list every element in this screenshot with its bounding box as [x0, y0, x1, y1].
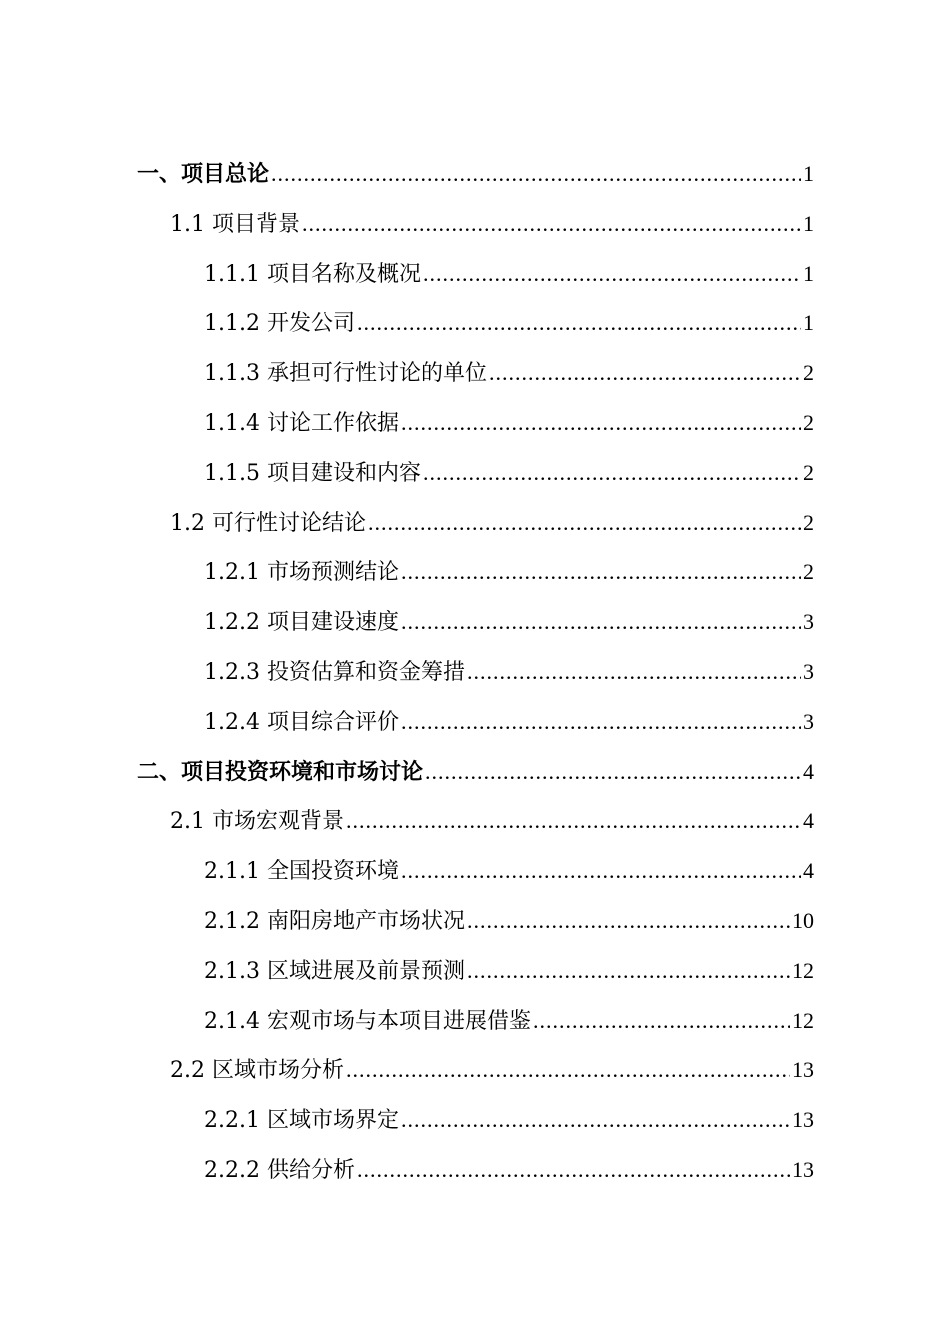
toc-leader-dots — [425, 747, 801, 797]
toc-entry-page: 2 — [803, 360, 814, 386]
toc-leader-dots — [346, 1045, 790, 1095]
toc-entry-page: 2 — [803, 559, 814, 585]
toc-leader-dots — [467, 946, 790, 996]
toc-entry-page: 1 — [803, 161, 814, 186]
toc-entry-title: 1.2 可行性讨论结论 — [170, 510, 366, 536]
toc-leader-dots — [401, 398, 801, 448]
toc-entry-page: 12 — [792, 1007, 814, 1033]
toc-entry[interactable] — [0, 946, 950, 996]
toc-entry-title: 2.2.2 供给分析 — [204, 1157, 355, 1183]
toc-entry[interactable] — [0, 448, 950, 498]
toc-entry[interactable] — [0, 498, 950, 548]
toc-entry-page: 3 — [803, 658, 814, 684]
toc-leader-dots — [423, 249, 801, 299]
toc-entry[interactable] — [0, 1145, 950, 1195]
toc-entry-page: 3 — [803, 609, 814, 635]
toc-entry[interactable] — [0, 547, 950, 597]
toc-entry-title: 2.2.1 区域市场界定 — [204, 1108, 399, 1134]
toc-leader-dots — [467, 896, 790, 946]
toc-entry-page: 2 — [803, 409, 814, 435]
toc-leader-dots — [489, 348, 801, 398]
toc-entry-title: 1.1.5 项目建设和内容 — [204, 460, 421, 486]
toc-leader-dots — [368, 498, 801, 548]
toc-entry-title: 1.2.2 项目建设速度 — [204, 610, 399, 636]
toc-entry[interactable] — [0, 697, 950, 747]
toc-leader-dots — [467, 647, 801, 697]
toc-leader-dots — [271, 149, 801, 199]
toc-entry-page: 4 — [803, 858, 814, 884]
toc-entry-page: 3 — [803, 708, 814, 734]
toc-entry-title: 1.2.1 市场预测结论 — [204, 560, 399, 586]
toc-entry[interactable] — [0, 298, 950, 348]
toc-leader-dots — [401, 597, 801, 647]
toc-entry-page: 12 — [792, 957, 814, 983]
toc-entry-title: 二、项目投资环境和市场讨论 — [137, 759, 424, 785]
toc-entry[interactable] — [0, 398, 950, 448]
toc-entry[interactable] — [0, 896, 950, 946]
table-of-contents — [0, 149, 950, 1195]
toc-entry[interactable] — [0, 597, 950, 647]
toc-entry[interactable] — [0, 647, 950, 697]
toc-entry-title: 2.1 市场宏观背景 — [170, 809, 344, 835]
toc-entry-page: 1 — [803, 260, 814, 286]
toc-leader-dots — [401, 846, 801, 896]
toc-entry-page: 13 — [792, 1057, 814, 1083]
toc-entry-title: 2.1.4 宏观市场与本项目进展借鉴 — [204, 1008, 531, 1034]
toc-entry-page: 2 — [803, 459, 814, 485]
toc-leader-dots — [423, 448, 801, 498]
toc-entry-title: 1.1.1 项目名称及概况 — [204, 261, 421, 287]
toc-entry-page: 13 — [792, 1107, 814, 1133]
toc-entry-page: 4 — [803, 808, 814, 834]
toc-entry-page: 2 — [803, 509, 814, 535]
toc-entry-title: 一、项目总论 — [137, 162, 270, 187]
toc-entry-page: 1 — [803, 210, 814, 236]
toc-entry-title: 2.2 区域市场分析 — [170, 1058, 344, 1084]
toc-leader-dots — [401, 697, 801, 747]
toc-entry[interactable] — [0, 1095, 950, 1145]
toc-entry[interactable] — [0, 199, 950, 249]
toc-entry-page: 10 — [792, 907, 814, 933]
toc-leader-dots — [533, 996, 790, 1046]
toc-entry-title: 1.1.4 讨论工作依据 — [204, 410, 399, 436]
toc-entry[interactable] — [0, 796, 950, 846]
toc-entry-page: 4 — [803, 758, 814, 784]
toc-entry-title: 1.1 项目背景 — [170, 211, 300, 237]
toc-entry-page: 13 — [792, 1156, 814, 1182]
toc-entry[interactable] — [0, 149, 950, 199]
toc-leader-dots — [357, 1145, 790, 1195]
toc-entry[interactable] — [0, 747, 950, 797]
toc-leader-dots — [401, 547, 801, 597]
toc-entry-title: 1.2.3 投资估算和资金筹措 — [204, 659, 465, 685]
toc-entry-title: 2.1.2 南阳房地产市场状况 — [204, 908, 465, 934]
toc-entry[interactable] — [0, 249, 950, 299]
toc-entry[interactable] — [0, 996, 950, 1046]
toc-entry-title: 2.1.3 区域进展及前景预测 — [204, 958, 465, 984]
toc-leader-dots — [346, 796, 801, 846]
toc-entry[interactable] — [0, 1045, 950, 1095]
toc-leader-dots — [357, 298, 801, 348]
toc-entry[interactable] — [0, 348, 950, 398]
toc-entry[interactable] — [0, 846, 950, 896]
toc-entry-title: 1.1.2 开发公司 — [204, 311, 355, 337]
toc-leader-dots — [401, 1095, 790, 1145]
toc-entry-title: 1.1.3 承担可行性讨论的单位 — [204, 361, 487, 387]
toc-entry-title: 1.2.4 项目综合评价 — [204, 709, 399, 735]
toc-entry-page: 1 — [803, 310, 814, 336]
toc-leader-dots — [302, 199, 801, 249]
toc-entry-title: 2.1.1 全国投资环境 — [204, 859, 399, 885]
